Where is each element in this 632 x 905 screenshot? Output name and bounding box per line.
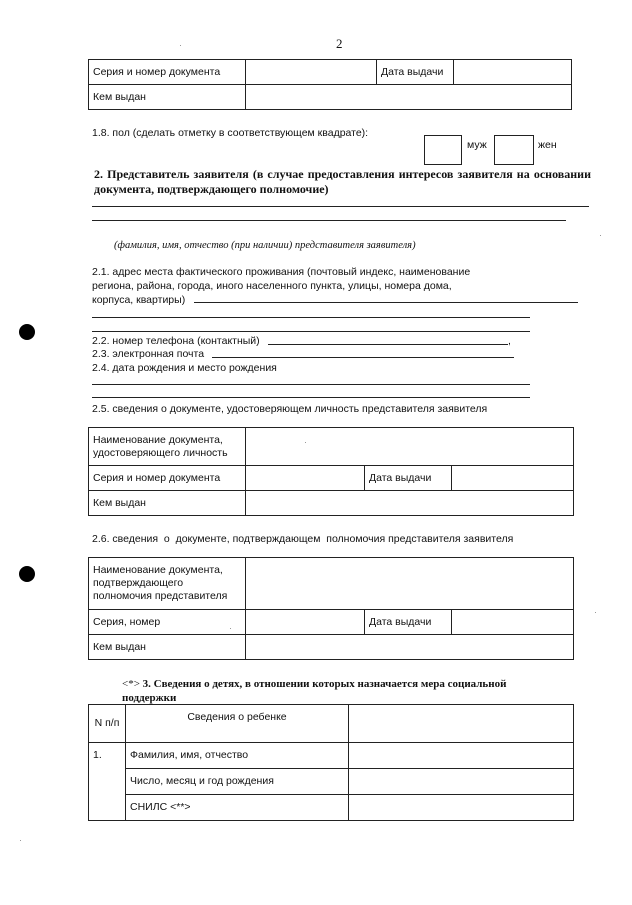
applicant-document-table [88,59,572,110]
auth-doc-name-field[interactable] [246,558,574,610]
id-doc-issued-by-field[interactable] [246,491,574,516]
auth-doc-issued-by-label: Кем выдан [89,635,246,660]
address-label-1: 2.1. адрес места фактического проживания (почтовый индекс, наименование [92,266,471,278]
auth-doc-heading: 2.6. сведения о документе, подтверждающем полномочия представителя заявителя [92,533,514,545]
issued-by-field[interactable] [246,85,572,110]
representative-name-caption: (фамилия, имя, отчество (при наличии) представителя заявителя) [114,240,416,251]
birth-label: 2.4. дата рождения и место рождения [92,362,277,374]
scan-speck [230,628,231,629]
female-checkbox[interactable] [494,135,534,165]
id-doc-issue-date-field[interactable] [452,466,574,491]
page-number: 2 [336,36,343,51]
male-checkbox[interactable] [424,135,462,165]
child-birthdate-label: Число, месяц и год рождения [126,769,349,795]
birth-line-2[interactable] [92,397,530,398]
address-label-3: корпуса, квартиры) [92,294,186,306]
phone-line-end: , [508,335,511,347]
id-doc-series-field[interactable] [246,466,365,491]
scan-speck [180,45,181,46]
scan-speck [595,612,596,613]
punch-hole-top [19,324,35,340]
child-snils-label: СНИЛС <**> [126,795,349,821]
phone-label: 2.2. номер телефона (контактный) [92,335,260,347]
child-name-field[interactable] [349,743,574,769]
children-table [88,704,574,821]
representative-name-line-1[interactable] [92,206,589,207]
col-number-header: N п/п [89,705,126,743]
email-label: 2.3. электронная почта [92,348,205,360]
id-doc-heading: 2.5. сведения о документе, удостоверяющем личность представителя заявителя [92,403,488,415]
section-2-heading: 2. Представитель заявителя (в случае предоставления интересов заявителя на основании документа, подтверждающего полномочие) [94,167,591,196]
id-doc-name-field[interactable] [246,428,574,466]
section-3-heading-block [122,677,552,705]
address-label-2: региона, района, города, иного населенного пункта, улицы, номера дома, [92,280,452,292]
issue-date-label: Дата выдачи [377,60,454,85]
col-value-header [349,705,574,743]
auth-doc-series-label: Серия, номер [89,610,246,635]
auth-doc-issued-by-field[interactable] [246,635,574,660]
address-line-3[interactable] [92,331,530,332]
address-line-1[interactable] [194,302,578,303]
birth-line-1[interactable] [92,384,530,385]
scan-speck [20,840,21,841]
scan-speck [305,442,306,443]
issued-by-label: Кем выдан [89,85,246,110]
section-3-heading: 3. Сведения о детях, в отношении которых назначается мера социальной поддержки [122,678,507,704]
section-3-footnote-marker: <*> [122,678,140,690]
col-info-header: Сведения о ребенке [126,705,349,743]
id-doc-series-label: Серия и номер документа [89,466,246,491]
series-label: Серия и номер документа [89,60,246,85]
auth-doc-issue-date-label: Дата выдачи [365,610,452,635]
auth-doc-issue-date-field[interactable] [452,610,574,635]
row-number: 1. [89,743,126,821]
gender-question: 1.8. пол (сделать отметку в соответствующем квадрате): [92,127,369,139]
auth-doc-series-field[interactable] [246,610,365,635]
phone-line[interactable] [268,344,508,345]
scan-speck [600,235,601,236]
id-doc-name-label: Наименование документа, удостоверяющего личность [89,428,246,466]
address-line-2[interactable] [92,317,530,318]
id-doc-issued-by-label: Кем выдан [89,491,246,516]
id-doc-issue-date-label: Дата выдачи [365,466,452,491]
child-snils-field[interactable] [349,795,574,821]
representative-id-document-table [88,427,574,516]
child-name-label: Фамилия, имя, отчество [126,743,349,769]
issue-date-field[interactable] [454,60,572,85]
punch-hole-bottom [19,566,35,582]
auth-doc-name-label: Наименование документа, подтверждающего полномочия представителя [89,558,246,610]
authority-document-table [88,557,574,660]
email-line[interactable] [212,357,514,358]
child-birthdate-field[interactable] [349,769,574,795]
male-label: муж [467,139,487,151]
representative-name-line-2[interactable] [92,220,566,221]
female-label: жен [538,139,557,151]
series-field[interactable] [246,60,377,85]
